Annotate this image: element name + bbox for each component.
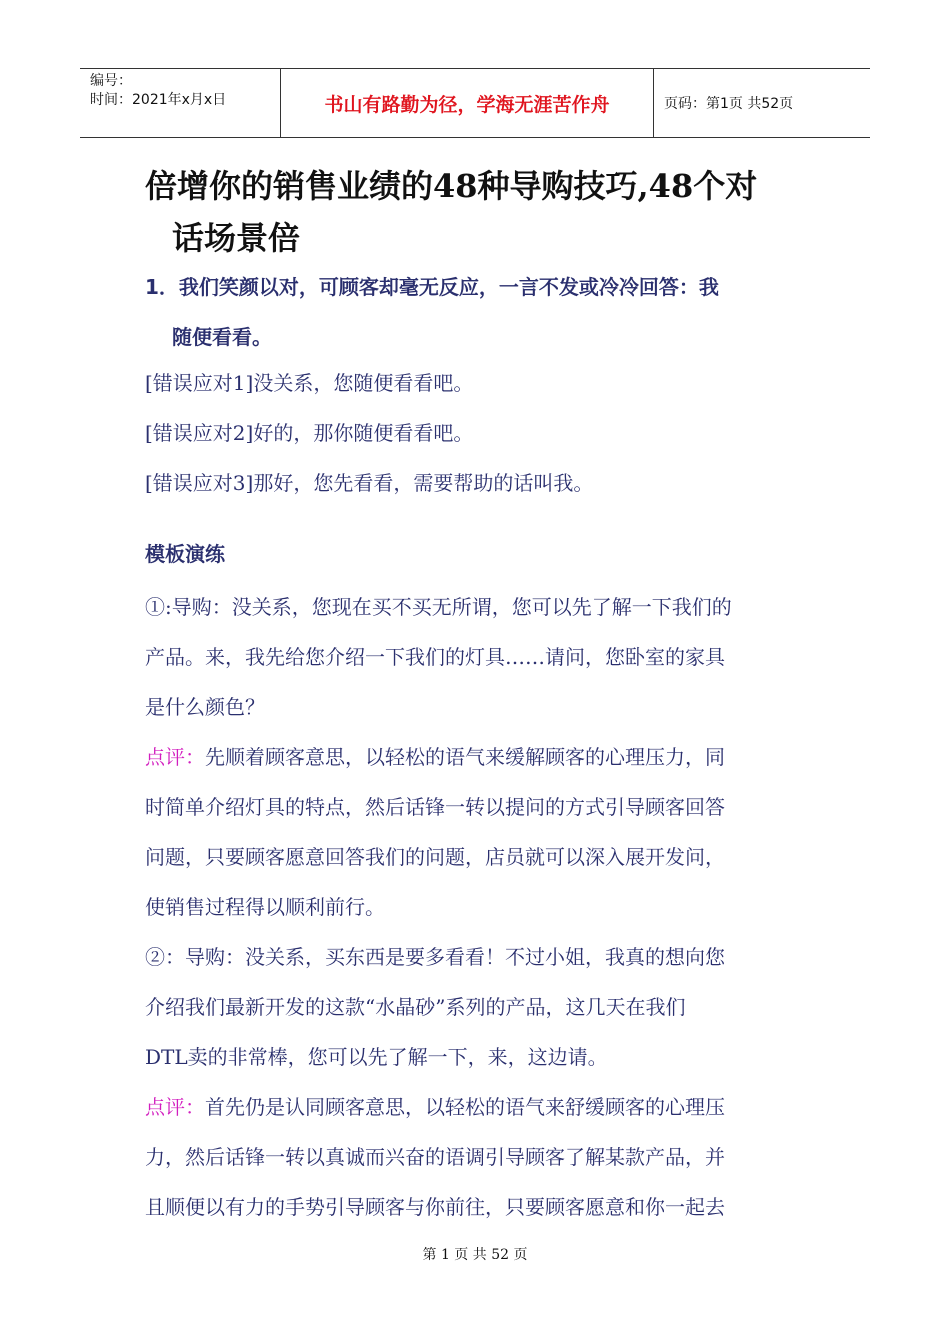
comment-1-line-2: 时简单介绍灯具的特点，然后话锋一转以提问的方式引导顾客回答: [145, 795, 725, 819]
practice-2-line-3: DTL卖的非常棒，您可以先了解一下，来，这边请。: [145, 1045, 608, 1069]
comment-2-line-2: 力，然后话锋一转以真诚而兴奋的语调引导顾客了解某款产品，并: [145, 1145, 725, 1169]
question-heading: [145, 262, 805, 362]
time-label: 时间：2021年x月x日: [90, 92, 227, 108]
comment-2-line-3: 且顺便以有力的手势引导顾客与你前往，只要顾客愿意和你一起去: [145, 1195, 725, 1219]
comment-1-line-4: 使销售过程得以顺利前行。: [145, 895, 385, 919]
comment-label: 点评：: [145, 745, 205, 769]
comment-1-line-1: 点评：先顺着顾客意思，以轻松的语气来缓解顾客的心理压力，同: [145, 745, 725, 769]
practice-2-line-2: 介绍我们最新开发的这款“水晶砂”系列的产品，这几天在我们: [145, 995, 686, 1019]
document-header: [80, 68, 870, 138]
wrong-response-3: [错误应对3]那好，您先看看，需要帮助的话叫我。: [145, 471, 594, 495]
question-line-1: 1．我们笑颜以对，可顾客却毫无反应，一言不发或冷冷回答：我: [145, 275, 719, 299]
section-title: 模板演练: [145, 542, 225, 566]
practice-1-line-1: ①:导购：没关系，您现在买不买无所谓，您可以先了解一下我们的: [145, 595, 732, 619]
page-title: [145, 160, 825, 264]
comment-2-line-1: 点评：首先仍是认同顾客意思，以轻松的语气来舒缓顾客的心理压: [145, 1095, 725, 1119]
title-line-2: 话场景倍: [172, 219, 301, 257]
wrong-responses: [145, 358, 805, 508]
wrong-response-1: [错误应对1]没关系，您随便看看吧。: [145, 371, 474, 395]
practice-1-line-3: 是什么颜色？: [145, 695, 265, 719]
practice-body: [145, 582, 805, 1232]
header-motto: 书山有路勤为径，学海无涯苦作舟: [281, 69, 654, 137]
header-page-info: 页码：第1页 共52页: [664, 96, 794, 112]
page-footer: 第 1 页 共 52 页: [422, 1247, 528, 1263]
number-label: 编号：: [90, 73, 132, 89]
practice-2-line-1: ②：导购：没关系，买东西是要多看看！不过小姐，我真的想向您: [145, 945, 725, 969]
question-line-2: 随便看看。: [172, 325, 272, 349]
practice-1-line-2: 产品。来，我先给您介绍一下我们的灯具……请问，您卧室的家具: [145, 645, 725, 669]
comment-label: 点评：: [145, 1095, 205, 1119]
wrong-response-2: [错误应对2]好的，那你随便看看吧。: [145, 421, 474, 445]
comment-1-line-3: 问题，只要顾客愿意回答我们的问题，店员就可以深入展开发问，: [145, 845, 725, 869]
title-line-1: 倍增你的销售业绩的48种导购技巧,48个对: [145, 167, 758, 205]
header-meta: [80, 69, 281, 137]
